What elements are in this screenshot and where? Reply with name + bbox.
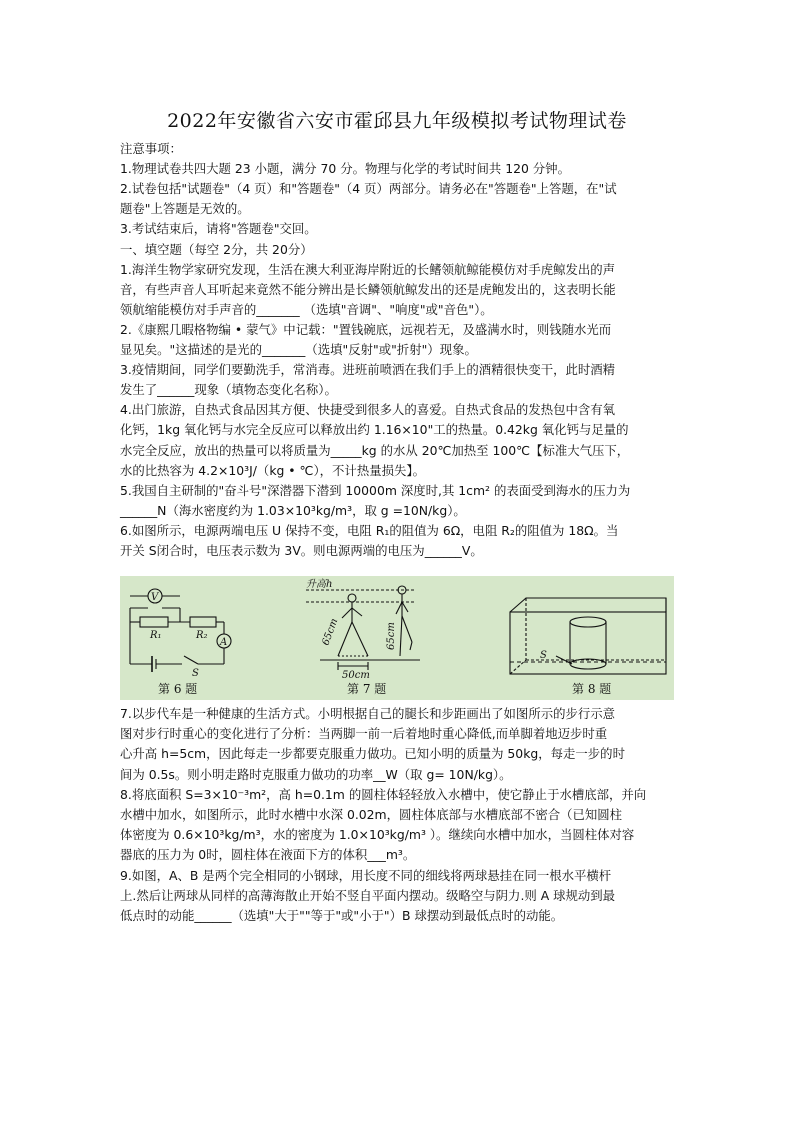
step-label: 50cm <box>342 670 370 681</box>
voltmeter-label: V <box>151 592 159 603</box>
text-line: 化钙，1kg 氧化钙与水完全反应可以释放出约 1.16×10"工的热量。0.42kg 氧化钙与足量的 <box>120 422 629 438</box>
text-line: 心升高 h=5cm，因此每走一步都要克服重力做功。已知小明的质量为 50kg，每走一步的时 <box>120 746 625 762</box>
text-line: 显见矣。"这描述的是光的_______（选填"反射"或"折射"）现象。 <box>120 342 477 357</box>
text-line: 体密度为 0.6×10³kg/m³，水的密度为 1.0×10³kg/m³ ）。继续向水槽中加水，当圆柱体对容 <box>120 827 635 843</box>
text-line: 发生了______现象（填物态变化名称）。 <box>120 382 337 398</box>
figure-8-tank <box>510 598 666 674</box>
text-line: 领航缩能模仿对手声音的_______ （选填"音调"、"响度"或"音色"）。 <box>120 301 493 317</box>
text-line: 题卷"上答题是无效的。 <box>120 201 250 217</box>
text-line: 注意事项： <box>120 141 182 156</box>
text-line: 图对步行时重心的变化进行了分析：当两脚一前一后着地时重心降低,而单脚着地迈步时重 <box>120 726 608 742</box>
text-line: 6.如图所示，电源两端电压 U 保持不变，电阻 R₁的阻值为 6Ω，电阻 R₂的阻值为 18Ω。当 <box>120 522 619 538</box>
figure-6-caption: 第 6 题 <box>158 682 198 696</box>
figure-8-caption: 第 8 题 <box>572 682 612 696</box>
text-line: 间为 0.5s。则小明走路时克服重力做功的功率__W（取 g= 10N/kg）。 <box>120 766 512 782</box>
text-line: 9.如图，A、B 是两个完全相同的小钢球，用长度不同的细线将两球悬挂在同一根水平横杆 <box>120 867 612 883</box>
text-line: ______N（海水密度约为 1.03×10³kg/m³，取 g =10N/kg）。 <box>120 502 466 518</box>
figure-svg <box>120 576 674 700</box>
text-line: 水完全反应，放出的热量可以将质量为_____kg 的水从 20℃加热至 100℃【标准大气压下， <box>120 442 630 458</box>
figure-6-circuit <box>130 589 231 672</box>
leg2-label: 65cm <box>386 622 397 650</box>
text-line: 1.物理试卷共四大题 23 小题，满分 70 分。物理与化学的考试时间共 120 分钟。 <box>120 161 570 177</box>
r1-label: R₁ <box>150 630 162 641</box>
text-line: 7.以步代车是一种健康的生活方式。小明根据自己的腿长和步距画出了如图所示的步行示意 <box>120 706 616 721</box>
text-line: 4.出门旅游，自热式食品因其方便、快捷受到很多人的喜爱。自热式食品的发热包中含有氧 <box>120 402 616 418</box>
rise-label: 升高h <box>306 579 333 590</box>
text-line: 2.试卷包括"试题卷"（4 页）和"答题卷"（4 页）两部分。请务必在"答题卷"上答题，在"试 <box>120 181 617 197</box>
text-line: 上.然后让两球从同样的高薄海散止开始不竖自平面内摆动。级略空与阴力.则 A 球规动到最 <box>120 887 616 903</box>
ammeter-label: A <box>220 637 228 648</box>
text-line: 器底的压力为 0时，圆柱体在液面下方的体积___m³。 <box>120 847 416 863</box>
text-line: 5.我国自主研制的"奋斗号"深潜器下潜到 10000m 深度时,其 1cm² 的表面受到海水的压力为 <box>120 482 631 498</box>
text-line: 3.疫情期间，同学们要勤洗手，常消毒。进班前喷洒在我们手上的酒精很快变干，此时酒精 <box>120 362 616 378</box>
text-line: 3.考试结束后，请将"答题卷"交回。 <box>120 221 317 237</box>
area-label: S <box>540 650 547 661</box>
text-line: 水槽中加水，如图所示，此时水槽中水深 0.02m，圆柱体底部与水槽底部不密合（已知圆柱 <box>120 807 623 822</box>
figure-7-walking <box>306 586 420 670</box>
text-line: 2.《康熙几暇格物编 • 蒙气》中记载："置钱碗底，远视若无，及盛满水时，则钱随水光而 <box>120 321 612 337</box>
text-line: 水的比热容为 4.2×10³J/（kg • ℃），不计热量损失】。 <box>120 462 425 478</box>
text-line: 低点时的动能______（选填"大于""等于"或"小于"）B 球摆动到最低点时的动能。 <box>120 908 564 923</box>
text-line: 1.海洋生物学家研究发现，生活在澳大利亚海岸附近的长鳍领航鲸能模仿对手虎鲸发出的声 <box>120 261 616 277</box>
r2-label: R₂ <box>196 630 208 641</box>
text-line: 音，有些声音人耳听起来竟然不能分辨出是长鳞领航鲸发出的还是虎鲍发出的，这表明长能 <box>120 281 616 297</box>
text-line: 一、填空题（每空 2分，共 20分） <box>120 241 313 257</box>
text-line: 开关 S闭合时，电压表示数为 3V。则电源两端的电压为______V。 <box>120 543 483 558</box>
exam-title: 2022年安徽省六安市霍邱县九年级模拟考试物理试卷 <box>167 110 627 132</box>
text-line: 8.将底面积 S=3×10⁻³m²，高 h=0.1m 的圆柱体轻轻放入水槽中，使它静止于水槽底部，并向 <box>120 786 647 802</box>
figure-7-caption: 第 7 题 <box>347 682 387 696</box>
figure-strip <box>120 576 674 700</box>
leg1-label: 65cm <box>320 617 341 648</box>
switch-label: S <box>192 668 199 679</box>
